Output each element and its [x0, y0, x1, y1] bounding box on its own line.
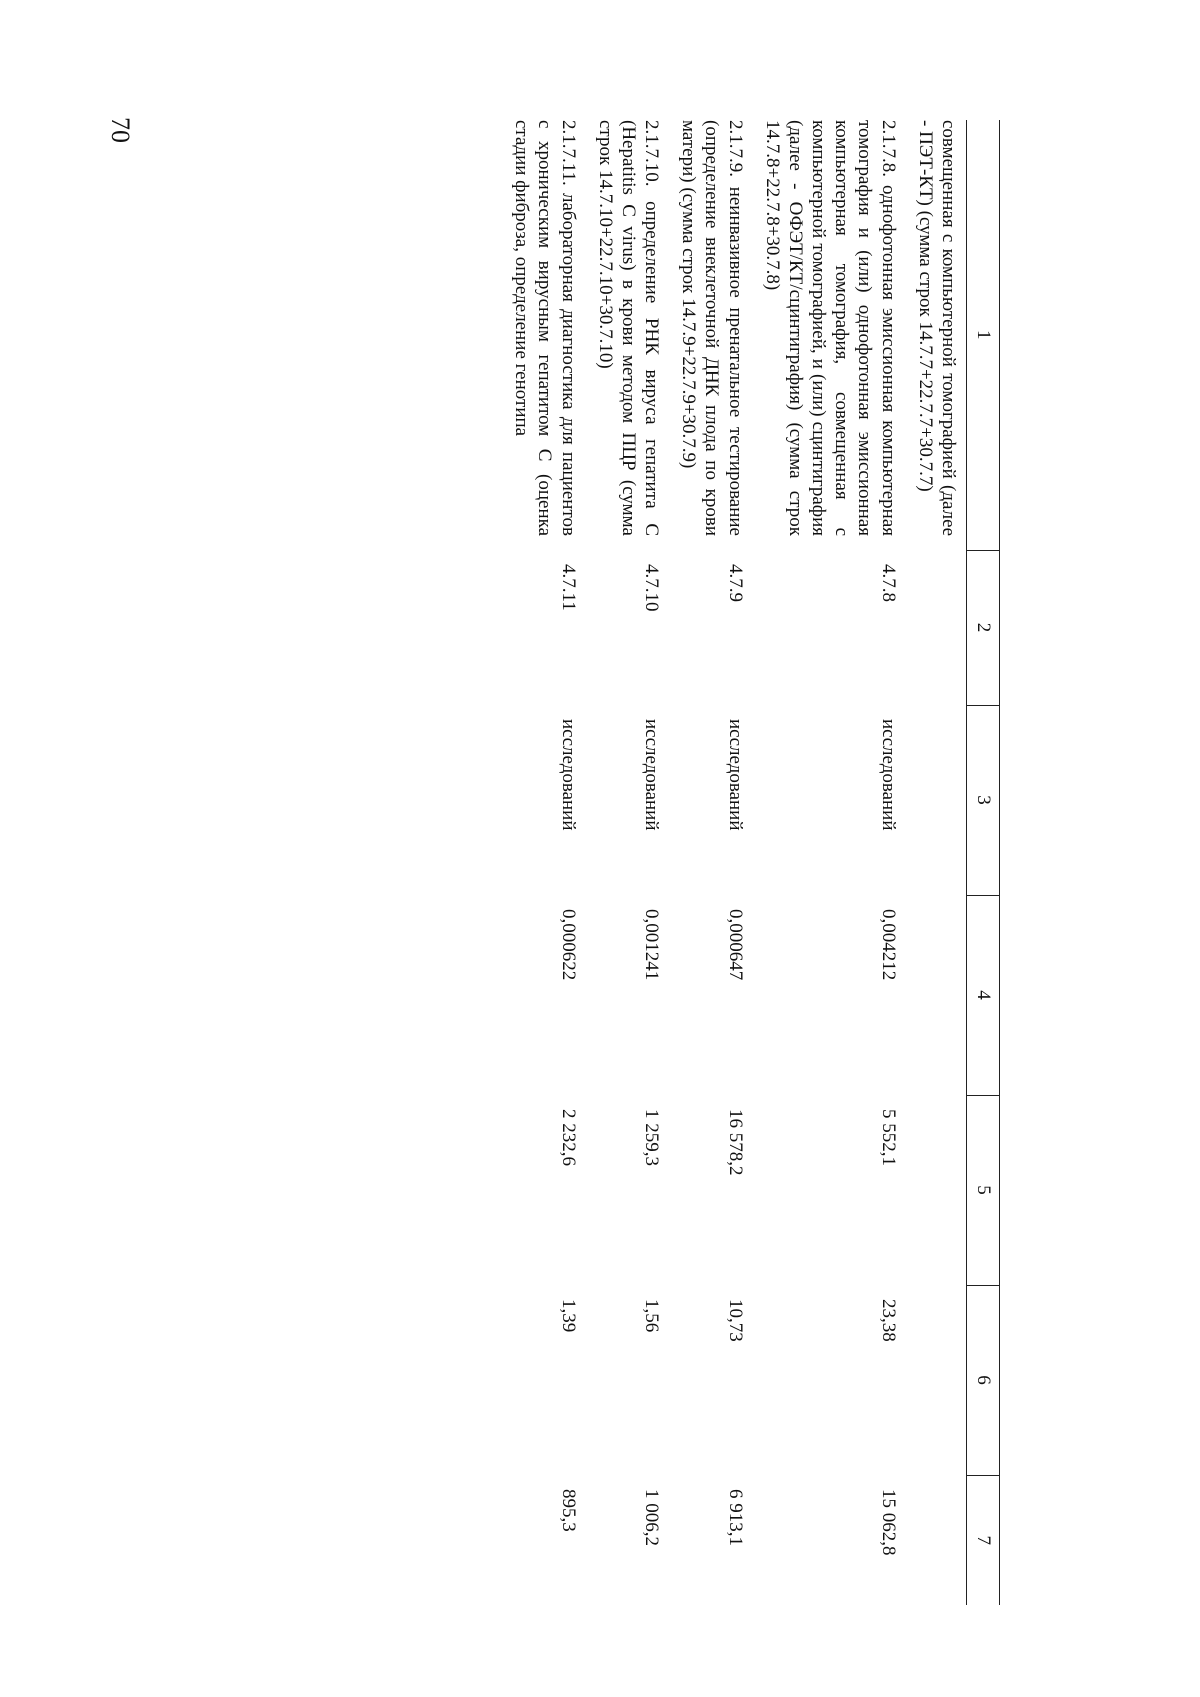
row-col7: 15 062,8 [877, 1489, 899, 1556]
row-col6: 10,73 [724, 1299, 746, 1342]
column-header-7: 7 [967, 1475, 1000, 1605]
row-unit [906, 705, 967, 895]
row-description: 2.1.7.11. лабораторная диагностика для пациентов с хроническим вирусным гепатитом С (оценка стадии фиброза, определение генотипа [511, 120, 579, 536]
row-col5: 1 259,3 [641, 1109, 663, 1166]
row-unit: исследований [641, 719, 663, 831]
row-col4: 0,004212 [877, 909, 899, 981]
row-unit: исследований [557, 719, 579, 831]
table-row [669, 120, 753, 1605]
column-header-4: 4 [967, 895, 1000, 1095]
row-description: совмещенная с компьютерной томографией (далее - ПЭТ-КТ) (сумма строк 14.7.7+22.7.7+30.7.7) [914, 120, 959, 536]
row-unit: исследований [877, 719, 899, 831]
row-col6: 1,39 [557, 1299, 579, 1333]
row-code: 4.7.9 [724, 564, 746, 602]
row-description: 2.1.7.10. определение РНК вируса гепатита С (Hepatitis C virus) в крови методом ПЦР (сумма строк 14.7.10+22.7.10+30.7.10) [594, 120, 663, 536]
row-description: 2.1.7.8. однофотонная эмиссионная компьютерная томография и (или) однофотонная эмиссионная компьютерная томография, совмещенная с компьютерной томографией, и (или) сцинтиграфия (далее - ОФЭТ/КТ/сцинтиграфия) (сумма строк 14.7.8+22.7.8+30.7.8) [761, 120, 899, 536]
row-code: 4.7.10 [641, 564, 663, 612]
row-code [906, 550, 967, 705]
column-header-5: 5 [967, 1095, 1000, 1285]
table-row [586, 120, 670, 1605]
table-row [906, 120, 967, 1605]
row-code: 4.7.11 [557, 564, 579, 611]
row-code: 4.7.8 [877, 564, 899, 602]
row-unit: исследований [724, 719, 746, 831]
table-container [210, 120, 1000, 1605]
row-description: 2.1.7.9. неинвазивное пренатальное тестирование (определение внеклеточной ДНК плода по крови матери) (сумма строк 14.7.9+22.7.9+30.7.9) [678, 120, 746, 536]
row-col6: 1,56 [641, 1299, 663, 1333]
row-col4: 0,001241 [641, 909, 663, 981]
row-col7: 6 913,1 [724, 1489, 746, 1546]
row-col5 [906, 1095, 967, 1285]
table-row [753, 120, 906, 1605]
row-col7 [906, 1475, 967, 1605]
page-number: 70 [106, 117, 135, 143]
row-col5: 2 232,6 [557, 1109, 579, 1166]
row-col6 [906, 1285, 967, 1475]
column-header-6: 6 [967, 1285, 1000, 1475]
table-row [502, 120, 586, 1605]
header-row [967, 120, 1000, 1605]
row-col4: 0,000622 [557, 909, 579, 981]
column-header-2: 2 [967, 550, 1000, 705]
column-header-1: 1 [967, 120, 1000, 550]
data-table [502, 120, 1000, 1605]
row-col5: 5 552,1 [877, 1109, 899, 1166]
row-col6: 23,38 [877, 1299, 899, 1342]
row-col5: 16 578,2 [724, 1109, 746, 1176]
row-col4: 0,000647 [724, 909, 746, 981]
row-col7: 895,3 [557, 1489, 579, 1532]
row-col4 [906, 895, 967, 1095]
row-col7: 1 006,2 [641, 1489, 663, 1546]
column-header-3: 3 [967, 705, 1000, 895]
